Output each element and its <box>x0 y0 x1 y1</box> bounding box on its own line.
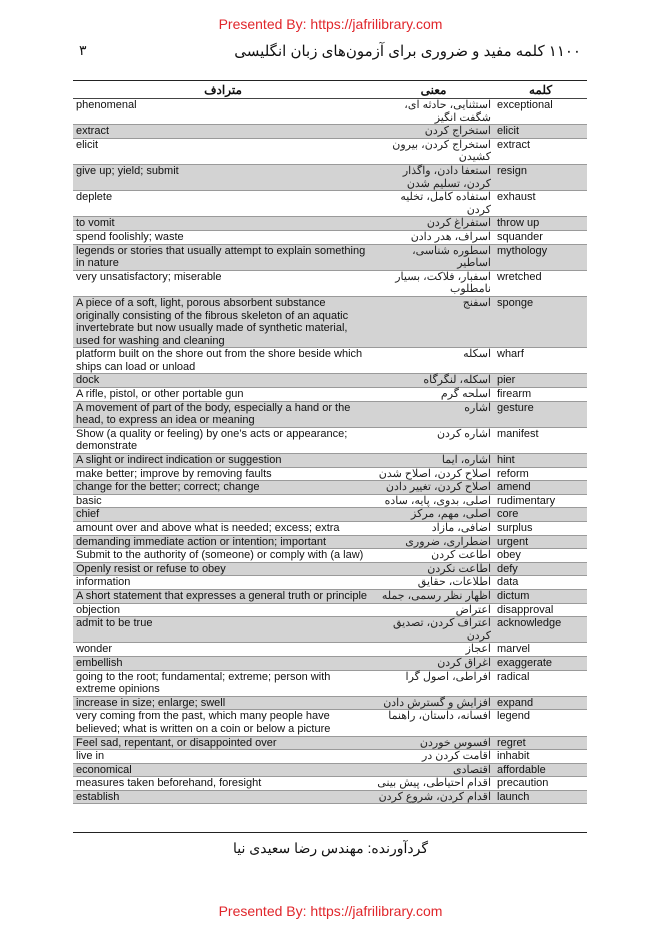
table-row <box>73 481 587 495</box>
word-cell: inhabit <box>494 750 587 764</box>
word-cell: firearm <box>494 388 587 402</box>
meaning-cell: اصلاح کردن، تغییر دادن <box>373 481 494 495</box>
word-cell: exhaust <box>494 191 587 217</box>
word-cell: obey <box>494 549 587 563</box>
table-row <box>73 348 587 374</box>
table-row <box>73 522 587 536</box>
word-cell: acknowledge <box>494 617 587 643</box>
table-body <box>73 99 587 804</box>
synonym-cell: phenomenal <box>73 99 373 125</box>
word-cell: urgent <box>494 535 587 549</box>
word-cell: mythology <box>494 244 587 270</box>
table-row <box>73 696 587 710</box>
word-cell: squander <box>494 230 587 244</box>
synonym-cell: elicit <box>73 138 373 164</box>
synonym-cell: very coming from the past, which many people have believed; what is written on a coin or below a picture <box>73 710 373 736</box>
meaning-cell: اقدام کردن، شروع کردن <box>373 790 494 804</box>
table-row <box>73 138 587 164</box>
word-cell: manifest <box>494 427 587 453</box>
word-cell: elicit <box>494 125 587 139</box>
table-row <box>73 763 587 777</box>
meaning-cell: اصلاح کردن، اصلاح شدن <box>373 467 494 481</box>
table-row <box>73 467 587 481</box>
table-row <box>73 401 587 427</box>
meaning-cell: اصلی، مهم، مرکز <box>373 508 494 522</box>
meaning-cell: استثنایی، حادثه ای، شگفت انگیز <box>373 99 494 125</box>
word-cell: dictum <box>494 589 587 603</box>
synonym-cell: very unsatisfactory; miserable <box>73 270 373 296</box>
table-row <box>73 750 587 764</box>
table-row <box>73 790 587 804</box>
table-row <box>73 164 587 190</box>
word-cell: hint <box>494 454 587 468</box>
word-cell: disapproval <box>494 603 587 617</box>
word-cell: gesture <box>494 401 587 427</box>
meaning-cell: اطلاعات، حقایق <box>373 576 494 590</box>
meaning-cell: اضافی، مازاد <box>373 522 494 536</box>
meaning-cell: اعجاز <box>373 643 494 657</box>
meaning-cell: استعفا دادن، واگذار کردن، تسلیم شدن <box>373 164 494 190</box>
page-number: ۳ <box>79 42 87 58</box>
meaning-cell: اغراق کردن <box>373 656 494 670</box>
meaning-cell: اسلحه گرم <box>373 388 494 402</box>
meaning-cell: اعتراف کردن، تصدیق کردن <box>373 617 494 643</box>
synonym-cell: increase in size; enlarge; swell <box>73 696 373 710</box>
synonym-cell: establish <box>73 790 373 804</box>
word-cell: exaggerate <box>494 656 587 670</box>
table-row <box>73 643 587 657</box>
table-row <box>73 217 587 231</box>
synonym-cell: economical <box>73 763 373 777</box>
synonym-cell: demanding immediate action or intention; important <box>73 535 373 549</box>
meaning-cell: اضطراری، ضروری <box>373 535 494 549</box>
word-cell: regret <box>494 736 587 750</box>
table-row <box>73 562 587 576</box>
table-row <box>73 296 587 347</box>
table-row <box>73 191 587 217</box>
table-row <box>73 270 587 296</box>
meaning-cell: اقدام احتیاطی، پیش بینی <box>373 777 494 791</box>
meaning-cell: اسفنج <box>373 296 494 347</box>
meaning-cell: اقامت کردن در <box>373 750 494 764</box>
synonym-cell: Openly resist or refuse to obey <box>73 562 373 576</box>
synonym-cell: deplete <box>73 191 373 217</box>
meaning-cell: استفاده کامل، تخلیه کردن <box>373 191 494 217</box>
word-cell: expand <box>494 696 587 710</box>
meaning-cell: اقتصادی <box>373 763 494 777</box>
meaning-cell: اصلی، بدوی، پایه، ساده <box>373 494 494 508</box>
word-cell: precaution <box>494 777 587 791</box>
word-cell: rudimentary <box>494 494 587 508</box>
table-row <box>73 603 587 617</box>
table-row <box>73 589 587 603</box>
word-cell: radical <box>494 670 587 696</box>
meaning-cell: اسراف، هدر دادن <box>373 230 494 244</box>
synonym-cell: A movement of part of the body, especially a hand or the head, to express an idea or meaning <box>73 401 373 427</box>
synonym-cell: Show (a quality or feeling) by one’s acts or appearance; demonstrate <box>73 427 373 453</box>
synonym-cell: A short statement that expresses a general truth or principle <box>73 589 373 603</box>
word-cell: data <box>494 576 587 590</box>
meaning-cell: اظهار نظر رسمی، جمله <box>373 589 494 603</box>
table-header-row <box>73 82 587 99</box>
meaning-cell: اشاره، ایما <box>373 454 494 468</box>
synonym-cell: Submit to the authority of (someone) or comply with (a law) <box>73 549 373 563</box>
table-row <box>73 535 587 549</box>
table-row <box>73 736 587 750</box>
table-row <box>73 549 587 563</box>
vocabulary-table <box>73 82 587 804</box>
word-cell: pier <box>494 374 587 388</box>
synonym-cell: measures taken beforehand, foresight <box>73 777 373 791</box>
synonym-cell: A rifle, pistol, or other portable gun <box>73 388 373 402</box>
table-row <box>73 427 587 453</box>
bottom-rule <box>73 832 587 833</box>
synonym-cell: basic <box>73 494 373 508</box>
presented-by-header: Presented By: https://jafrilibrary.com <box>218 16 443 32</box>
synonym-cell: objection <box>73 603 373 617</box>
meaning-cell: اطاعت کردن <box>373 549 494 563</box>
word-cell: extract <box>494 138 587 164</box>
synonym-cell: extract <box>73 125 373 139</box>
table-row <box>73 125 587 139</box>
synonym-cell: information <box>73 576 373 590</box>
word-cell: resign <box>494 164 587 190</box>
column-header-synonym: مترادف <box>73 82 373 99</box>
top-rule <box>73 80 587 81</box>
table-row <box>73 374 587 388</box>
synonym-cell: spend foolishly; waste <box>73 230 373 244</box>
table-row <box>73 388 587 402</box>
table-row <box>73 576 587 590</box>
word-cell: wharf <box>494 348 587 374</box>
table-row <box>73 508 587 522</box>
table-row <box>73 670 587 696</box>
synonym-cell: make better; improve by removing faults <box>73 467 373 481</box>
word-cell: sponge <box>494 296 587 347</box>
table-row <box>73 230 587 244</box>
synonym-cell: embellish <box>73 656 373 670</box>
synonym-cell: to vomit <box>73 217 373 231</box>
meaning-cell: اشاره کردن <box>373 427 494 453</box>
meaning-cell: استخراج کردن، بیرون کشیدن <box>373 138 494 164</box>
table-row <box>73 710 587 736</box>
word-cell: throw up <box>494 217 587 231</box>
word-cell: exceptional <box>494 99 587 125</box>
presented-by-footer: Presented By: https://jafrilibrary.com <box>218 903 443 919</box>
column-header-meaning: معنی <box>373 82 494 99</box>
meaning-cell: اسکله <box>373 348 494 374</box>
synonym-cell: wonder <box>73 643 373 657</box>
synonym-cell: chief <box>73 508 373 522</box>
word-cell: surplus <box>494 522 587 536</box>
word-cell: marvel <box>494 643 587 657</box>
table-row <box>73 777 587 791</box>
table-row <box>73 99 587 125</box>
meaning-cell: اسفبار، فلاکت، بسیار نامطلوب <box>373 270 494 296</box>
meaning-cell: استخراج کردن <box>373 125 494 139</box>
word-cell: launch <box>494 790 587 804</box>
synonym-cell: going to the root; fundamental; extreme; person with extreme opinions <box>73 670 373 696</box>
column-header-word: کلمه <box>494 82 587 99</box>
table-row <box>73 454 587 468</box>
book-title: ۱۱۰۰ کلمه مفید و ضروری برای آزمون‌های زبان انگلیسی <box>234 43 581 60</box>
meaning-cell: افراطی، اصول گرا <box>373 670 494 696</box>
meaning-cell: افسوس خوردن <box>373 736 494 750</box>
word-cell: core <box>494 508 587 522</box>
synonym-cell: give up; yield; submit <box>73 164 373 190</box>
synonym-cell: live in <box>73 750 373 764</box>
compiler-credit: گردآورنده: مهندس رضا سعیدی نیا <box>233 840 428 856</box>
table-row <box>73 656 587 670</box>
table-row <box>73 244 587 270</box>
word-cell: legend <box>494 710 587 736</box>
synonym-cell: A piece of a soft, light, porous absorbent substance originally consisting of the fibrous skeleton of an aquatic invertebrate but now usually made of synthetic material, used for washing and cleaning <box>73 296 373 347</box>
synonym-cell: amount over and above what is needed; excess; extra <box>73 522 373 536</box>
word-cell: amend <box>494 481 587 495</box>
synonym-cell: A slight or indirect indication or suggestion <box>73 454 373 468</box>
meaning-cell: افزایش و گسترش دادن <box>373 696 494 710</box>
synonym-cell: Feel sad, repentant, or disappointed over <box>73 736 373 750</box>
meaning-cell: اشاره <box>373 401 494 427</box>
table-row <box>73 617 587 643</box>
word-cell: defy <box>494 562 587 576</box>
synonym-cell: platform built on the shore out from the shore beside which ships can load or unload <box>73 348 373 374</box>
word-cell: wretched <box>494 270 587 296</box>
meaning-cell: اطاعت نکردن <box>373 562 494 576</box>
meaning-cell: افسانه، داستان، راهنما <box>373 710 494 736</box>
meaning-cell: استفراغ کردن <box>373 217 494 231</box>
meaning-cell: اسطوره شناسی، اساطیر <box>373 244 494 270</box>
word-cell: affordable <box>494 763 587 777</box>
synonym-cell: change for the better; correct; change <box>73 481 373 495</box>
meaning-cell: اعتراض <box>373 603 494 617</box>
meaning-cell: اسکله، لنگرگاه <box>373 374 494 388</box>
word-cell: reform <box>494 467 587 481</box>
table-row <box>73 494 587 508</box>
synonym-cell: admit to be true <box>73 617 373 643</box>
synonym-cell: dock <box>73 374 373 388</box>
synonym-cell: legends or stories that usually attempt to explain something in nature <box>73 244 373 270</box>
